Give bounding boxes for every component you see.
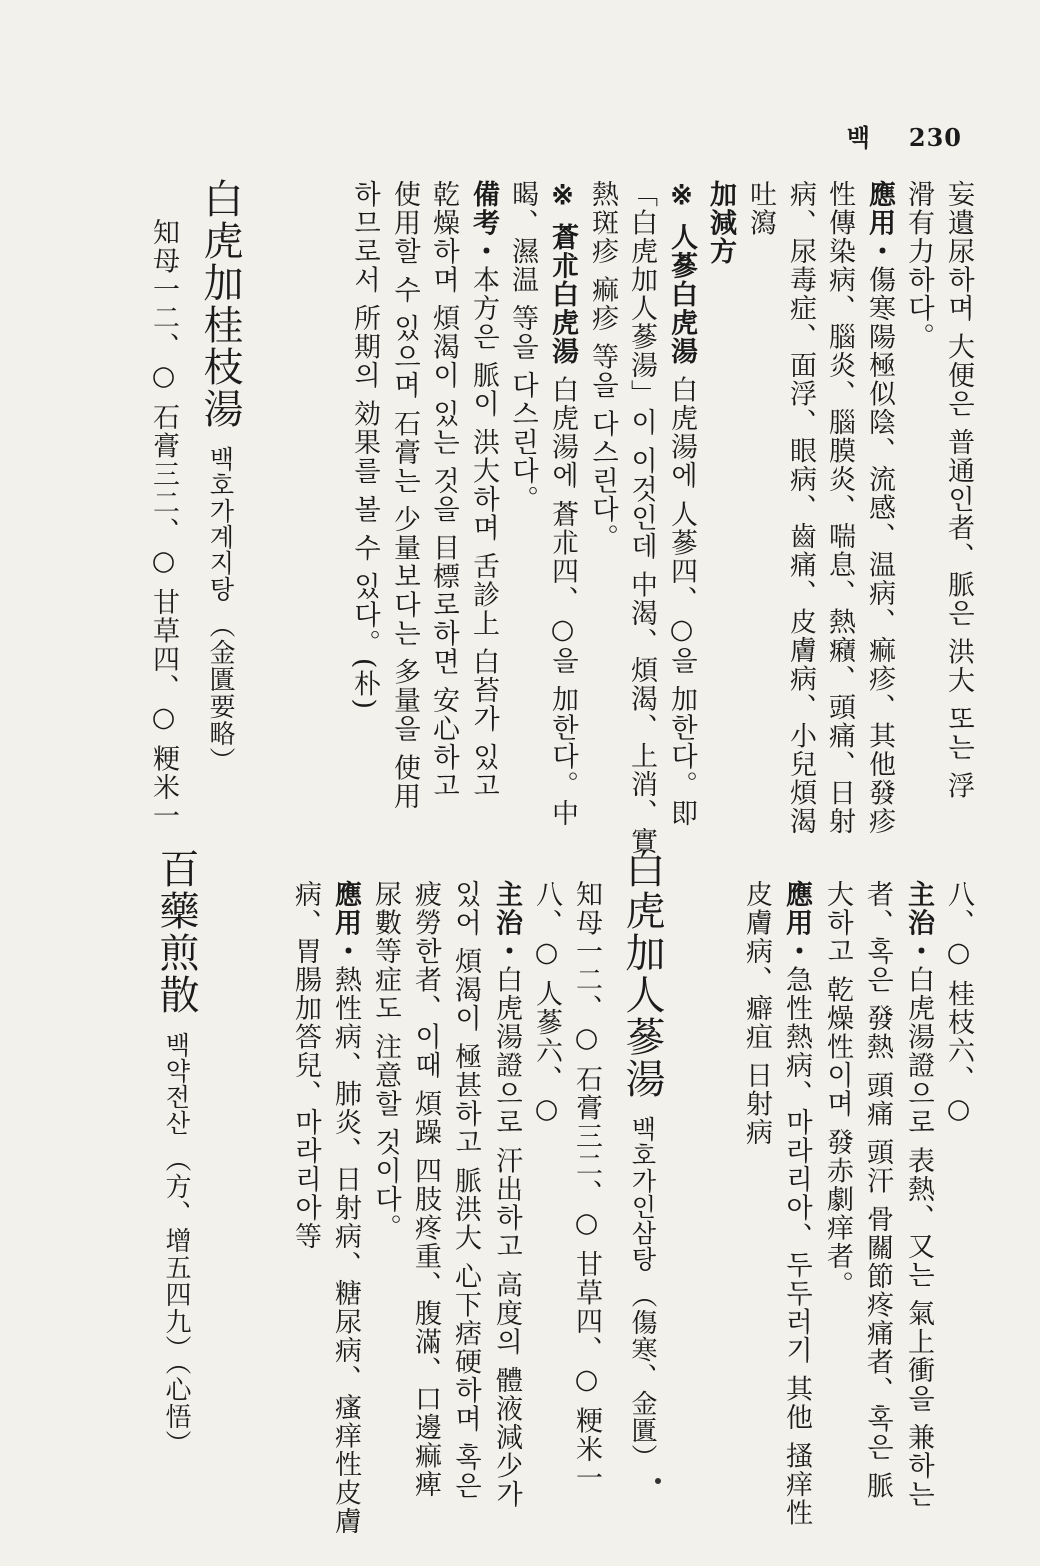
line-text: 「白虎加人蔘湯」이 이것인데 中渴、煩渴、上消、實 bbox=[626, 180, 657, 856]
text-line bbox=[573, 880, 600, 1492]
text-line bbox=[783, 880, 810, 1527]
line-label: 備考・ bbox=[468, 180, 499, 266]
title2-hangul: 백약전산 bbox=[162, 1032, 191, 1136]
text-line bbox=[945, 880, 972, 1126]
line-text: 急性熱病、마라리아、두두러기 其他 搔痒性 bbox=[781, 965, 812, 1528]
text-line bbox=[412, 880, 439, 1499]
prescription-source: （傷寒、金匱） bbox=[627, 1282, 657, 1471]
line-text: 疲勞한者、이때 煩躁 四肢疼重、腹滿、口邊痲痺 bbox=[410, 880, 441, 1499]
line-text: 者、혹은 發熱 頭痛 頭汗 骨關節疼痛者、혹은 脈 bbox=[862, 880, 893, 1501]
text-line bbox=[824, 880, 851, 1299]
title2-hanja: 百藥煎散 bbox=[153, 848, 199, 1016]
line-label: 主治・ bbox=[491, 880, 522, 966]
title2-source: （方、增五四九）（心悟） bbox=[161, 1146, 191, 1457]
prescription-title-hangul: 백호가계지탕 bbox=[206, 446, 235, 602]
text-line bbox=[747, 180, 774, 237]
line-text: 白虎湯證으로 表熱、又는 氣上衝을 兼하는 bbox=[903, 965, 934, 1509]
text-line bbox=[945, 180, 972, 800]
line-text: 白虎湯證으로 汗出하고 高度의 體液減少가 bbox=[491, 965, 522, 1509]
prescription-title-hanja: 白虎加人蔘湯 bbox=[619, 848, 665, 1100]
line-text: 傷寒陽極似陰、流感、温病、痲疹、其他發疹 bbox=[864, 265, 895, 836]
text-line bbox=[549, 180, 576, 828]
line-label: 加減方 bbox=[705, 180, 736, 266]
line-text: 熱性病、肺炎、日射病、糖尿病、瘙痒性皮膚 bbox=[330, 965, 361, 1536]
line-text: 知母一二、○ 石膏三二、○ 甘草四、○ 粳米一 bbox=[571, 880, 602, 1493]
line-text: 八、○ 人蔘六、○ bbox=[531, 880, 562, 1127]
line-text: 性傳染病、腦炎、腦膜炎、喘息、熱癪、頭痛、日射 bbox=[824, 180, 855, 836]
text-line bbox=[509, 180, 536, 514]
text-line bbox=[292, 880, 319, 1251]
line-text: 使用할 수 있으며 石膏는 少量보다는 多量을 使用 bbox=[389, 180, 420, 811]
prescription-source: （金匱要略） bbox=[205, 612, 235, 774]
text-line bbox=[707, 180, 734, 266]
text-line bbox=[372, 880, 399, 1242]
line-text: 白虎湯에 蒼朮四、○을 加한다。中 bbox=[547, 365, 578, 828]
ink-dot bbox=[655, 1478, 661, 1484]
line-text: 있어 煩渴이 極甚하고 脈洪大 心下痞硬하며 혹은 bbox=[450, 880, 481, 1501]
line-text: 妄遺尿하며 大便은 普通인者、脈은 洪大 또는 浮 bbox=[943, 180, 974, 801]
prescription-title-hangul: 백호가인삼탕 bbox=[628, 1116, 657, 1272]
line-text: 尿數等症도 注意할 것이다。 bbox=[370, 880, 401, 1243]
text-line bbox=[905, 180, 932, 351]
page-number: 230 bbox=[908, 123, 962, 152]
line-text: 白虎湯에 人蔘四、○을 加한다。即 bbox=[666, 365, 697, 828]
line-label: 主治・ bbox=[903, 880, 934, 966]
prescription-title-lower bbox=[619, 848, 665, 1471]
line-text: 病、胃腸加答兒、마라리아等 bbox=[290, 880, 321, 1251]
text-line bbox=[493, 880, 520, 1509]
line-text: 大하고 乾燥性이며 發赤劇痒者。 bbox=[822, 880, 853, 1300]
text-line bbox=[589, 180, 616, 552]
text-line bbox=[864, 880, 891, 1500]
prescription-title-upper bbox=[197, 178, 243, 774]
ingredients-line: 知母一二、○ 石膏三二、○ 甘草四、○ 粳米一 bbox=[148, 218, 179, 831]
line-text: 暍、濕温 等을 다스린다。 bbox=[507, 180, 538, 514]
line-label: 應用・ bbox=[330, 880, 361, 966]
prescription-title-baekyakjeonsan bbox=[153, 848, 199, 1457]
line-text: 病、尿毒症、面浮、眼病、齒痛、皮膚病、小兒煩渴 bbox=[785, 180, 816, 836]
line-text: 滑有力하다。 bbox=[903, 180, 934, 351]
text-line bbox=[452, 880, 479, 1500]
line-text: 하므로서 所期의 効果를 볼 수 있다。(朴) bbox=[349, 180, 380, 711]
line-text: 熱斑疹 痲疹 等을 다스린다。 bbox=[587, 180, 618, 553]
text-line bbox=[351, 180, 378, 710]
text-line bbox=[430, 180, 457, 800]
line-label: ※ 蒼朮白虎湯 bbox=[547, 180, 578, 366]
line-label: ※ 人蔘白虎湯 bbox=[666, 180, 697, 366]
page-header bbox=[847, 118, 962, 153]
text-line bbox=[668, 180, 695, 828]
line-label: 應用・ bbox=[781, 880, 812, 966]
text-line bbox=[332, 880, 359, 1536]
text-line bbox=[905, 880, 932, 1509]
text-line bbox=[743, 880, 770, 1147]
text-line bbox=[391, 180, 418, 811]
line-text: 皮膚病、癖疽 日射病 bbox=[741, 880, 772, 1147]
line-text: 乾燥하며 煩渴이 있는 것을 目標로하면 安心하고 bbox=[428, 180, 459, 801]
text-line bbox=[787, 180, 814, 836]
text-line bbox=[533, 880, 560, 1126]
text-line bbox=[470, 180, 497, 800]
prescription-title-hanja: 白虎加桂枝湯 bbox=[197, 178, 243, 430]
text-line bbox=[866, 180, 893, 836]
line-text: 本方은 脈이 洪大하며 舌診上 白苔가 있고 bbox=[468, 265, 499, 801]
text-line bbox=[628, 180, 655, 856]
text-line bbox=[826, 180, 853, 836]
header-entry-letter: 백 bbox=[846, 123, 871, 152]
line-text: 八、○ 桂枝六、○ bbox=[943, 880, 974, 1127]
line-label: 應用・ bbox=[864, 180, 895, 266]
line-text: 吐瀉 bbox=[745, 180, 776, 237]
